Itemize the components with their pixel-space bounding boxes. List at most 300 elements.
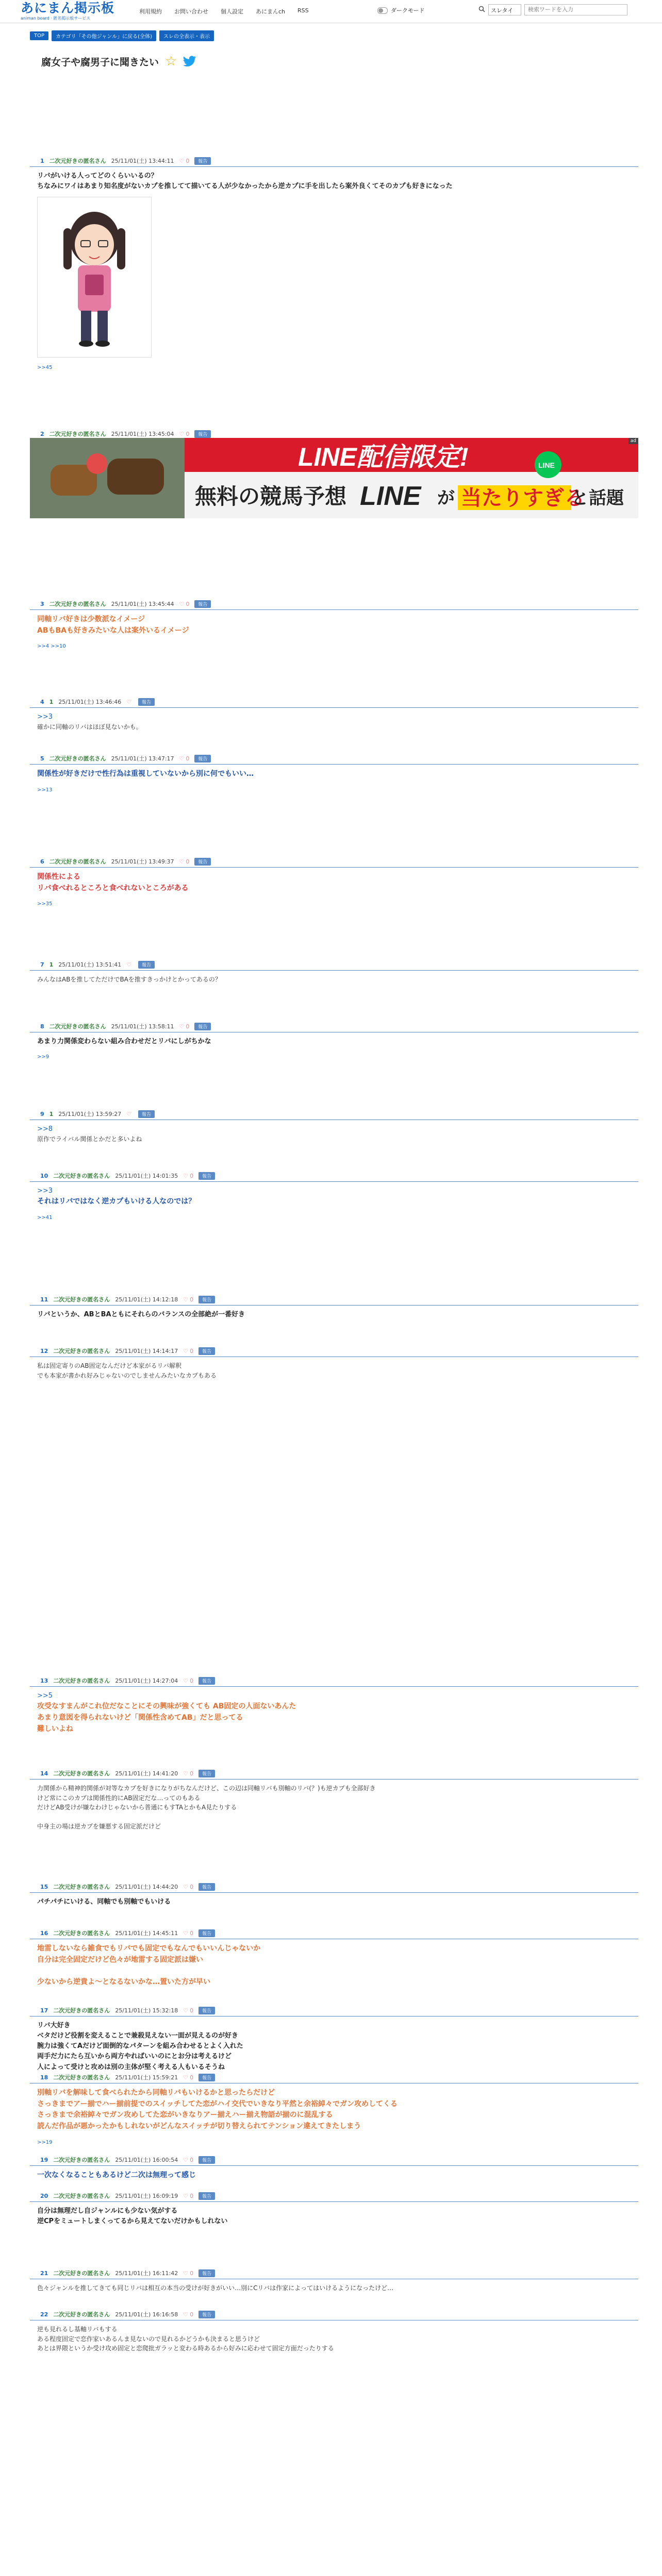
svg-text:LINE: LINE — [360, 481, 421, 511]
heart-icon: ♡ — [183, 2311, 189, 2318]
heart-icon: ♡ — [179, 157, 185, 164]
post-15 — [30, 1883, 638, 1907]
svg-text:当たりすぎる: 当たりすぎる — [461, 487, 585, 510]
report-button[interactable]: 報告 — [194, 755, 211, 762]
like-button[interactable] — [183, 1770, 193, 1777]
report-button[interactable]: 報告 — [198, 1172, 215, 1180]
ad-banner-image — [30, 438, 638, 518]
post-author: 1 — [49, 698, 54, 705]
post-date: 25/11/01(土) 13:45:04 — [111, 431, 174, 437]
post-number[interactable]: 21 — [40, 2269, 48, 2277]
like-button[interactable] — [179, 601, 190, 607]
post-number[interactable]: 1 — [40, 157, 44, 164]
heart-icon: ♡ — [179, 858, 185, 865]
post-text-line: さっきまでアー揃でハー揃前提でのスイッチしてた恋がハイ交代でいきなり平然と余裕綽々でガン攻めしてくる — [37, 2099, 398, 2108]
post-number[interactable]: 18 — [40, 2074, 48, 2081]
post-text-line: けど常にこのカプは関係性的にAB固定だな…ってのもある — [37, 1794, 201, 1802]
heart-icon: ♡ — [126, 961, 132, 968]
post-author: 二次元好きの匿名さん — [53, 2193, 110, 2199]
post-meta — [30, 857, 638, 868]
post-meta — [30, 960, 638, 971]
post-text-line: あまり意図を得られないけど「関係性含めてAB」だと思ってる — [37, 1713, 243, 1722]
like-count: 0 — [186, 600, 190, 607]
post-meta — [30, 1022, 638, 1032]
report-button[interactable]: 報告 — [194, 157, 211, 165]
post-text-line: 自分は完全固定だけど色々が地雷する固定派は嫌い — [37, 1955, 203, 1964]
post-date: 25/11/01(土) 13:45:44 — [111, 601, 174, 607]
reply-anchor-link[interactable]: >>5 — [37, 1692, 53, 1700]
post-text-line: 地雷しないなら雑食でもリバでも固定でもなんでもいいんじゃないか — [37, 1944, 261, 1953]
post-date: 25/11/01(土) 16:09:19 — [115, 2193, 178, 2199]
like-button[interactable] — [183, 2193, 193, 2199]
post-text-line: 色々ジャンルを推してきても同じリバは相互の本当の受けが好きがいい…別にCリバは作家によってはいけるようになったけど… — [37, 2284, 394, 2292]
toggle-icon[interactable] — [377, 7, 388, 14]
heart-icon: ♡ — [179, 755, 185, 762]
post-date: 25/11/01(土) 16:00:54 — [115, 2157, 178, 2163]
post-illustration-image[interactable] — [37, 197, 152, 358]
post-text-line: ABもBAも好きみたいな人は案外いるイメージ — [37, 626, 189, 635]
post-text-line: 逆も見れるし基軸リバもする — [37, 2326, 118, 2333]
post-text-line: 関係性が好きだけで性行為は重視していないから別に何でもいい… — [37, 770, 254, 778]
breadcrumb-thread[interactable]: スレの全表示・表示 — [159, 30, 214, 41]
post-author: 二次元好きの匿名さん — [53, 1884, 110, 1890]
post-text-line: 逆CPをミュートしまくってるから見えてないだけかもしれない — [37, 2217, 228, 2226]
heart-icon: ♡ — [183, 1172, 189, 1179]
post-author: 二次元好きの匿名さん — [53, 1770, 110, 1777]
like-button[interactable] — [126, 699, 133, 705]
post-number[interactable]: 16 — [40, 1929, 48, 1937]
post-12 — [30, 1347, 638, 1380]
reply-anchor-link[interactable]: >>3 — [37, 1187, 53, 1195]
post-body — [30, 2320, 638, 2353]
post-date: 25/11/01(土) 15:59:21 — [115, 2074, 178, 2081]
post-number[interactable]: 17 — [40, 2007, 48, 2014]
like-button[interactable] — [179, 858, 190, 865]
post-body — [30, 1687, 638, 1735]
post-text-line: リバがいける人ってどのくらいいるの？ — [37, 172, 158, 180]
post-meta — [30, 2310, 638, 2320]
post-text-line: 一次なくなることもあるけど二次は無理って感じ — [37, 2171, 196, 2179]
svg-text:が: が — [437, 488, 455, 508]
post-16 — [30, 1929, 638, 1988]
site-logo[interactable] — [21, 2, 134, 21]
report-button[interactable]: 報告 — [198, 2007, 215, 2014]
like-button[interactable] — [183, 1677, 193, 1684]
post-author: 二次元好きの匿名さん — [53, 1930, 110, 1937]
post-text-line: 人によって受けと攻めは別の主体が堅く考える人もいるそうね — [37, 2063, 225, 2071]
dark-mode-toggle[interactable] — [377, 6, 425, 14]
post-author: 二次元好きの匿名さん — [53, 1173, 110, 1179]
reply-links[interactable]: >>13 — [37, 787, 53, 793]
post-text-line: リバというか、ABとBAともにそれらのバランスの全部絶が一番好き — [37, 1311, 245, 1318]
post-date: 25/11/01(土) 13:51:41 — [58, 961, 122, 968]
post-date: 25/11/01(土) 16:16:58 — [115, 2311, 178, 2318]
post-author: 二次元好きの匿名さん — [53, 1677, 110, 1684]
report-button[interactable]: 報告 — [198, 2192, 215, 2200]
like-button[interactable] — [183, 1296, 193, 1303]
like-count: 0 — [190, 1296, 194, 1303]
heart-icon: ♡ — [183, 2074, 189, 2081]
post-number[interactable]: 11 — [40, 1296, 48, 1303]
post-meta — [30, 1347, 638, 1357]
post-author: 二次元好きの匿名さん — [53, 2270, 110, 2277]
post-meta — [30, 157, 638, 167]
report-button[interactable]: 報告 — [198, 2269, 215, 2277]
post-body — [30, 1893, 638, 1907]
post-number[interactable]: 22 — [40, 2311, 48, 2318]
logo-subtitle: animan board · 匿名掲示板サービス — [21, 16, 91, 21]
svg-text:LINE: LINE — [538, 461, 555, 469]
post-body — [30, 2083, 638, 2146]
heart-icon: ♡ — [183, 2192, 189, 2199]
post-text-line: リバ大好き — [37, 2022, 71, 2029]
like-count: 0 — [190, 1172, 194, 1179]
post-meta — [30, 754, 638, 765]
like-count: 0 — [186, 755, 190, 762]
like-button[interactable] — [183, 2311, 193, 2318]
reply-links[interactable]: >>19 — [37, 2139, 53, 2145]
report-button[interactable]: 報告 — [194, 430, 211, 438]
post-11 — [30, 1295, 638, 1320]
post-date: 25/11/01(土) 14:12:18 — [115, 1296, 178, 1303]
heart-icon: ♡ — [183, 1677, 189, 1684]
like-button[interactable] — [179, 431, 190, 437]
post-18 — [30, 2073, 638, 2146]
twitter-share-icon[interactable] — [183, 56, 196, 67]
post-text-line: 私は固定寄りのAB固定なんだけど本家がるリバ解釈 — [37, 1362, 182, 1369]
post-text-line: 中身主の場は逆カプを嫌悪する固定派だけど — [37, 1823, 161, 1831]
post-date: 25/11/01(土) 14:44:20 — [115, 1884, 178, 1890]
report-button[interactable]: 報告 — [198, 2074, 215, 2081]
post-text-line: 攻受なすまんがこれ位だなことにその興味が強くても AB固定の人面ないあんた — [37, 1702, 296, 1711]
report-button[interactable]: 報告 — [198, 1770, 215, 1777]
post-body — [30, 167, 638, 372]
ad-banner[interactable] — [30, 438, 638, 518]
post-17 — [30, 2006, 638, 2073]
post-text-line: 自分は無理だし自ジャンルにも少ない気がする — [37, 2207, 178, 2215]
title-row — [41, 54, 662, 69]
post-body — [30, 1032, 638, 1061]
like-count: 0 — [190, 1883, 194, 1890]
heart-icon: ♡ — [183, 1929, 189, 1937]
post-meta — [30, 1110, 638, 1120]
post-number[interactable]: 13 — [40, 1677, 48, 1684]
report-button[interactable]: 報告 — [138, 1110, 155, 1118]
post-author: 二次元好きの匿名さん — [49, 755, 106, 762]
heart-icon: ♡ — [183, 2156, 189, 2163]
post-number[interactable]: 7 — [40, 961, 44, 968]
post-number[interactable]: 20 — [40, 2192, 48, 2199]
post-author: 二次元好きの匿名さん — [53, 2157, 110, 2163]
heart-icon: ♡ — [179, 600, 185, 607]
post-text-line: 読んだ作品が悪かったかもしれないがどんなスイッチが切り替えられてテンション違えてきたしまう — [37, 2122, 361, 2131]
post-number[interactable]: 4 — [40, 698, 44, 705]
heart-icon: ♡ — [126, 1110, 132, 1117]
like-button[interactable] — [183, 1348, 193, 1354]
like-button[interactable] — [126, 1111, 133, 1117]
favorite-star-icon[interactable]: ☆ — [165, 54, 177, 69]
breadcrumb-top[interactable]: TOP — [30, 31, 48, 40]
post-6 — [30, 857, 638, 908]
svg-text:無料の競馬予想: 無料の競馬予想 — [195, 484, 347, 509]
post-body — [30, 1182, 638, 1222]
like-count: 0 — [190, 1929, 194, 1937]
reply-anchor-link[interactable]: >>3 — [37, 713, 53, 721]
post-meta — [30, 698, 638, 708]
post-author: 二次元好きの匿名さん — [49, 431, 106, 437]
post-9 — [30, 1110, 638, 1144]
post-date: 25/11/01(土) 13:58:11 — [111, 1023, 174, 1030]
post-text-line: 難しいよね — [37, 1724, 73, 1733]
like-count: 0 — [190, 2074, 194, 2081]
nav-terms[interactable]: 利用規約 — [139, 8, 162, 15]
like-count: 0 — [190, 1770, 194, 1777]
report-button[interactable]: 報告 — [138, 698, 155, 706]
post-author: 二次元好きの匿名さん — [53, 1348, 110, 1354]
post-meta — [30, 2006, 638, 2016]
post-text-line: あとは界隈というか受け攻め固定と恋爬批ガラッと変わる時あるから好みに応わせて固定方面だったりする — [37, 2345, 334, 2352]
post-19 — [30, 2156, 638, 2181]
post-1 — [30, 157, 638, 372]
post-date: 25/11/01(土) 13:49:37 — [111, 858, 174, 865]
dark-mode-label: ダークモード — [391, 7, 425, 14]
post-date: 25/11/01(土) 14:45:11 — [115, 1930, 178, 1937]
post-body — [30, 2202, 638, 2227]
like-count: 0 — [190, 2269, 194, 2277]
like-button[interactable] — [183, 1884, 193, 1890]
post-body — [30, 765, 638, 794]
post-text-line: 同軸リバ好きは少数派なイメージ — [37, 615, 145, 623]
report-button[interactable]: 報告 — [198, 1296, 215, 1303]
post-7 — [30, 960, 638, 985]
post-author: 二次元好きの匿名さん — [49, 1023, 106, 1030]
like-button[interactable] — [183, 2074, 193, 2081]
like-count: 0 — [190, 2007, 194, 2014]
post-author: 二次元好きの匿名さん — [53, 2007, 110, 2014]
heart-icon: ♡ — [183, 1883, 189, 1890]
reply-links[interactable]: >>35 — [37, 901, 53, 907]
site-header — [0, 0, 662, 23]
post-date: 25/11/01(土) 16:11:42 — [115, 2270, 178, 2277]
like-count: 0 — [190, 2156, 194, 2163]
post-text-line: 別軸リバを解味して食べられたから同軸リバもいけるかと思ったらだけど — [37, 2089, 275, 2097]
reply-links[interactable]: >>4 >>10 — [37, 643, 66, 650]
breadcrumb-category[interactable]: カテゴリ「その他ジャンル」に戻る(全体) — [52, 30, 156, 41]
like-count: 0 — [190, 1347, 194, 1354]
report-button[interactable]: 報告 — [198, 1929, 215, 1937]
post-body — [30, 2166, 638, 2181]
post-text-line: 原作でライバル関係とかだと多いよね — [37, 1136, 142, 1143]
post-number[interactable]: 12 — [40, 1347, 48, 1354]
heart-icon: ♡ — [183, 2007, 189, 2014]
like-button[interactable] — [179, 158, 190, 164]
reply-links[interactable]: >>45 — [37, 365, 53, 371]
heart-icon: ♡ — [183, 2269, 189, 2277]
nav-rss[interactable]: RSS — [297, 7, 309, 14]
post-body — [30, 868, 638, 908]
post-meta — [30, 1769, 638, 1780]
nav-settings[interactable]: 個人設定 — [221, 8, 243, 15]
like-button[interactable] — [183, 1930, 193, 1937]
post-text-line: ちなみにワイはあまり知名度がないカプを推してて描いてる人が少なかったから逆カプに手を出したら案外良くてそのカプも好きになった — [37, 182, 453, 191]
post-author: 1 — [49, 1110, 54, 1117]
post-date: 25/11/01(土) 13:47:17 — [111, 755, 174, 762]
post-meta — [30, 1172, 638, 1182]
post-text-line: 力関係から精神的関係が対等なカプを好きになりがちなんだけど、この辺は同軸リバも別軸のリバ(？)も逆カプも全部好き — [37, 1785, 376, 1792]
post-text-line: だけどAB受けが嫌なわけじゃないから普通にもすTAとかもA見たりする — [37, 1804, 237, 1811]
like-button[interactable] — [183, 2157, 193, 2163]
post-text-line: それはリバではなく逆カプもいける人なのでは？ — [37, 1197, 196, 1206]
post-text-line: 少ないから逆貴よ〜となるないかな…置いた方が早い — [37, 1978, 210, 1987]
post-text-line: 両手だ力にたら互いから両方やればいいのにとお分は考えるけど — [37, 2053, 232, 2061]
header-nav — [139, 7, 309, 15]
post-body — [30, 1120, 638, 1144]
like-count: 0 — [186, 157, 190, 164]
heart-icon: ♡ — [179, 1023, 185, 1030]
heart-icon: ♡ — [183, 1770, 189, 1777]
svg-text:と話題: と話題 — [571, 488, 624, 508]
post-number[interactable]: 15 — [40, 1883, 48, 1890]
post-date: 25/11/01(土) 14:41:20 — [115, 1770, 178, 1777]
like-count: 0 — [186, 1023, 190, 1030]
like-button[interactable] — [183, 2270, 193, 2277]
report-button[interactable]: 報告 — [198, 1677, 215, 1685]
report-button[interactable]: 報告 — [198, 2156, 215, 2164]
post-body — [30, 971, 638, 985]
like-count: 0 — [186, 430, 190, 437]
post-22 — [30, 2310, 638, 2353]
post-number[interactable]: 6 — [40, 858, 44, 865]
post-13 — [30, 1676, 638, 1735]
post-text-line: パチパチにいける、同軸でも別軸でもいける — [37, 1898, 171, 1906]
post-meta — [30, 2192, 638, 2202]
post-number[interactable]: 14 — [40, 1770, 48, 1777]
post-text-line — [37, 1965, 638, 1977]
reply-anchor-link[interactable]: >>8 — [37, 1125, 53, 1133]
heart-icon: ♡ — [126, 698, 132, 705]
post-body — [30, 2016, 638, 2073]
post-author: 二次元好きの匿名さん — [49, 858, 106, 865]
post-8 — [30, 1022, 638, 1061]
post-text-line: でも本家が書かれ好みじゃないのでしませんみたいなカプもある — [37, 1371, 217, 1379]
post-body — [30, 708, 638, 732]
post-number[interactable]: 8 — [40, 1023, 44, 1030]
post-text-line: あまり力関係変わらない組み合わせだとリバにしがちかな — [37, 1038, 211, 1045]
post-number[interactable]: 2 — [40, 430, 44, 437]
post-text-line — [37, 1812, 638, 1822]
like-count: 0 — [186, 858, 190, 865]
report-button[interactable]: 報告 — [194, 600, 211, 608]
post-meta — [30, 1676, 638, 1687]
search-scope-select[interactable]: スレタイ — [488, 4, 521, 15]
post-body — [30, 2279, 638, 2293]
post-date: 25/11/01(土) 13:59:27 — [58, 1111, 122, 1117]
search-area — [478, 4, 627, 15]
like-button[interactable] — [126, 961, 133, 968]
post-10 — [30, 1172, 638, 1222]
post-text-line: さっきまで余裕綽々でガン攻めしてた恋がいきなりアー揃えハー揃え物語が揃のに混乱する — [37, 2111, 333, 2120]
post-author: 二次元好きの匿名さん — [49, 158, 106, 164]
reply-links[interactable]: >>9 — [37, 1054, 49, 1060]
post-author: 1 — [49, 961, 54, 968]
post-text-line: 確かに同軸のリバはほぼ見ないかも。 — [37, 723, 142, 731]
heart-icon: ♡ — [179, 430, 185, 437]
post-4 — [30, 698, 638, 732]
report-button[interactable]: 報告 — [138, 961, 155, 969]
like-button[interactable] — [183, 2007, 193, 2014]
report-button[interactable]: 報告 — [198, 1347, 215, 1355]
post-number[interactable]: 19 — [40, 2156, 48, 2163]
post-date: 25/11/01(土) 14:01:35 — [115, 1173, 178, 1179]
post-meta — [30, 2156, 638, 2166]
nav-animanch[interactable]: あにまんch — [256, 8, 286, 15]
like-button[interactable] — [179, 755, 190, 762]
post-text-line: 関係性による — [37, 873, 80, 881]
svg-text:LINE配信限定!: LINE配信限定! — [298, 443, 469, 471]
reply-links[interactable]: >>41 — [37, 1214, 53, 1221]
post-number[interactable]: 10 — [40, 1172, 48, 1179]
post-meta — [30, 2073, 638, 2083]
post-meta — [30, 600, 638, 610]
post-21 — [30, 2269, 638, 2293]
report-button[interactable]: 報告 — [198, 2311, 215, 2318]
report-button[interactable]: 報告 — [198, 1883, 215, 1891]
post-date: 25/11/01(土) 14:14:17 — [115, 1348, 178, 1354]
post-3 — [30, 600, 638, 651]
logo-title: あにまん掲示板 — [21, 1, 115, 15]
report-button[interactable]: 報告 — [194, 858, 211, 866]
like-button[interactable] — [183, 1173, 193, 1179]
post-body — [30, 1357, 638, 1380]
breadcrumb — [30, 30, 662, 41]
post-text-line: リバ食べれるところと食べれないところがある — [37, 884, 189, 892]
post-meta — [30, 1883, 638, 1893]
post-meta — [30, 1295, 638, 1306]
post-date: 25/11/01(土) 13:46:46 — [58, 699, 122, 705]
post-body — [30, 1939, 638, 1988]
post-author: 二次元好きの匿名さん — [53, 1296, 110, 1303]
post-body — [30, 1306, 638, 1320]
post-date: 25/11/01(土) 15:32:18 — [115, 2007, 178, 2014]
post-text-line: ベタだけど役割を変えることで兼殺見えない一面が見えるのが好き — [37, 2032, 239, 2040]
post-number[interactable]: 9 — [40, 1110, 44, 1117]
post-body — [30, 610, 638, 651]
heart-icon: ♡ — [183, 1347, 189, 1354]
post-text-line: ある程度固定で恋作家いあるんま見ないので見れるかどうかも決まると思うけど — [37, 2335, 260, 2343]
report-button[interactable]: 報告 — [194, 1023, 211, 1030]
post-14 — [30, 1769, 638, 1832]
like-count: 0 — [190, 2192, 194, 2199]
post-author: 二次元好きの匿名さん — [53, 2074, 110, 2081]
post-date: 25/11/01(土) 13:44:11 — [111, 158, 174, 164]
post-date: 25/11/01(土) 14:27:04 — [115, 1677, 178, 1684]
heart-icon: ♡ — [183, 1296, 189, 1303]
post-meta — [30, 1929, 638, 1939]
search-icon[interactable] — [478, 6, 485, 14]
post-body — [30, 1780, 638, 1832]
post-number[interactable]: 5 — [40, 755, 44, 762]
post-number[interactable]: 3 — [40, 600, 44, 607]
like-count: 0 — [190, 1677, 194, 1684]
post-5 — [30, 754, 638, 794]
post-author: 二次元好きの匿名さん — [53, 2311, 110, 2318]
post-meta — [30, 2269, 638, 2279]
ad-badge: ad — [628, 438, 638, 444]
nav-contact[interactable]: お問い合わせ — [174, 8, 208, 15]
like-button[interactable] — [179, 1023, 190, 1030]
like-count: 0 — [190, 2311, 194, 2318]
search-input[interactable] — [524, 4, 627, 15]
